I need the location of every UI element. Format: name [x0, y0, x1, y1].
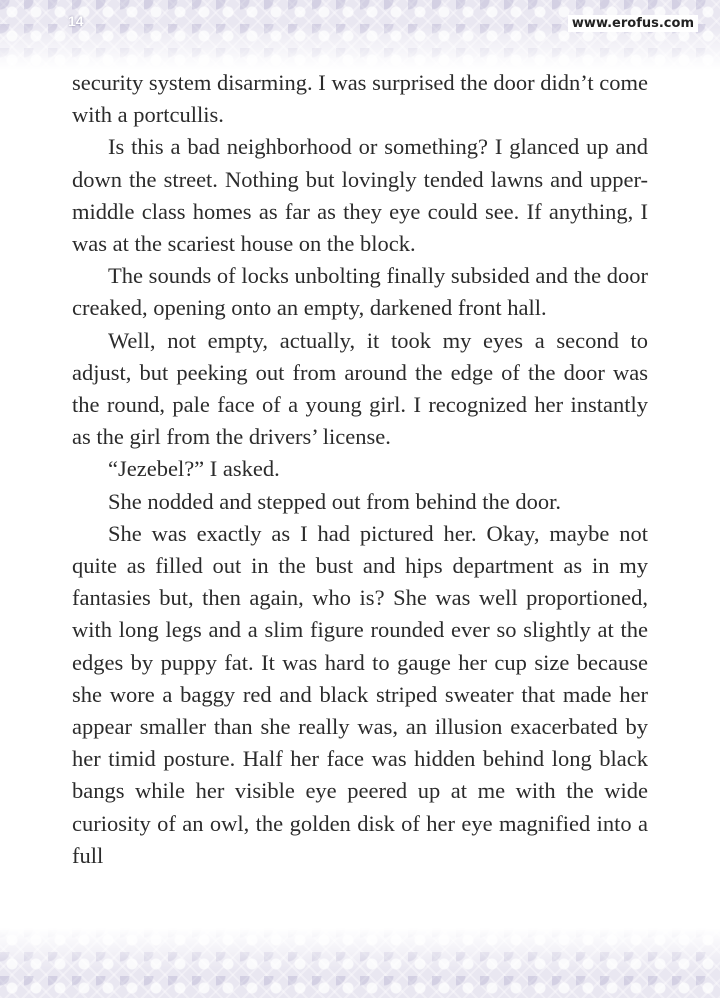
body-text — [72, 67, 648, 872]
paragraph: Is this a bad neighborhood or something? I glanced up and down the street. Nothing but lovingly tended lawns and upper-middle class homes as far as they eye could see. If anything, I was at the scariest house on the block. — [72, 134, 648, 257]
paragraph: The sounds of locks unbolting finally subsided and the door creaked, opening onto an empty, darkened front hall. — [72, 263, 648, 321]
decorative-footer-pattern — [0, 928, 720, 998]
paragraph: She was exactly as I had pictured her. Okay, maybe not quite as filled out in the bust and hips department as in my fantasies but, then again, who is? She was well proportioned, with long legs and a slim figure rounded ever so slightly at the edges by puppy fat. It was hard to gauge her cup size because she wore a baggy red and black striped sweater that made her appear smaller than she really was, an illusion exacerbated by her timid posture. Half her face was hidden behind long black bangs while her visible eye peered up at me with the wide curiosity of an owl, the golden disk of her eye magnified into a full — [72, 520, 648, 868]
page-number: 14 — [68, 13, 84, 29]
decorative-header-pattern — [0, 0, 720, 70]
paragraph: She nodded and stepped out from behind the door. — [108, 488, 562, 514]
paragraph: security system disarming. I was surprised the door didn’t come with a portcullis. — [72, 70, 648, 128]
paragraph: Well, not empty, actually, it took my eyes a second to adjust, but peeking out from around the edge of the door was the round, pale face of a young girl. I recognized her instantly as the girl from the drivers’ license. — [72, 327, 648, 450]
watermark: www.erofus.com — [568, 15, 698, 32]
paragraph: “Jezebel?” I asked. — [108, 456, 280, 482]
